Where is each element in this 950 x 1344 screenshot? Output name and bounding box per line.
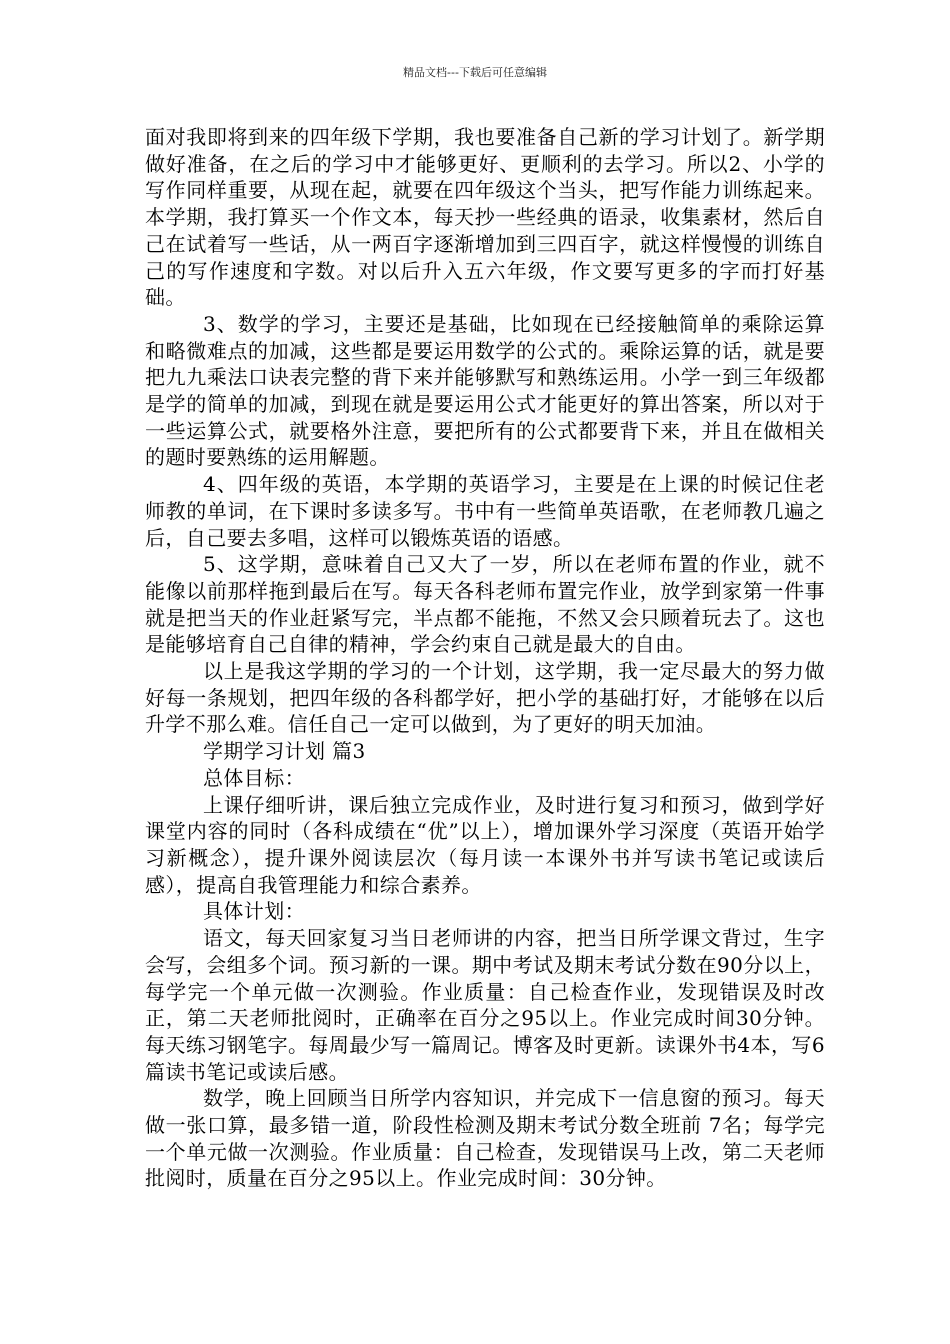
document-body bbox=[145, 124, 825, 1192]
paragraph-writing-plan: 面对我即将到来的四年级下学期，我也要准备自己新的学习计划了。新学期做好准备，在之后的学习中才能够更好、更顺利的去学习。所以2、小学的写作同样重要，从现在起，就要在四年级这个当头，把写作能力训练起来。本学期，我打算买一个作文本，每天抄一些经典的语录，收集素材，然后自己在试着写一些话，从一两百字逐渐增加到三四百字，就这样慢慢的训练自己的写作速度和字数。对以后升入五六年级，作文要写更多的字而打好基础。 bbox=[145, 125, 825, 310]
subheading-overall-goal: 总体目标： bbox=[203, 765, 305, 790]
subheading-specific-plan: 具体计划： bbox=[203, 899, 305, 924]
paragraph-math-detail: 数学，晚上回顾当日所学内容知识，并完成下一信息窗的预习。每天做一张口算，最多错一道，阶段性检测及期末考试分数全班前 7名；每学完一个单元做一次测验。作业质量：自己检查，发现错误马上改，第二天老师批阅时，质量在百分之95以上。作业完成时间：30分钟。 bbox=[145, 1086, 825, 1191]
page-header: 精品文档---下载后可任意编辑 bbox=[403, 66, 547, 79]
section-title: 学期学习计划 篇3 bbox=[203, 739, 366, 764]
paragraph-conclusion: 以上是我这学期的学习的一个计划，这学期，我一定尽最大的努力做好每一条规划，把四年级的各科都学好，把小学的基础打好，才能够在以后升学不那么难。信任自己一定可以做到，为了更好的明天加油。 bbox=[145, 659, 825, 737]
paragraph-math-plan: 3、数学的学习，主要还是基础，比如现在已经接触简单的乘除运算和略微难点的加减，这些都是要运用数学的公式的。乘除运算的话，就是要把九九乘法口诀表完整的背下来并能够默写和熟练运用。小学一到三年级都是学的简单的加减，到现在就是要运用公式才能更好的算出答案，所以对于一些运算公式，就要格外注意，要把所有的公式都要背下来，并且在做相关的题时要熟练的运用解题。 bbox=[145, 311, 825, 470]
paragraph-homework-plan: 5、这学期，意味着自己又大了一岁，所以在老师布置的作业，就不能像以前那样拖到最后在写。每天各科老师布置完作业，放学到家第一件事就是把当天的作业赶紧写完，半点都不能拖，不然又会只顾着玩去了。这也是能够培育自己自律的精神，学会约束自己就是最大的自由。 bbox=[145, 552, 825, 657]
paragraph-overall-goal: 上课仔细听讲，课后独立完成作业，及时进行复习和预习，做到学好课堂内容的同时（各科成绩在“优”以上），增加课外学习深度（英语开始学习新概念），提升课外阅读层次（每月读一本课外书并写读书笔记或读后感），提高自我管理能力和综合素养。 bbox=[145, 792, 825, 897]
paragraph-chinese-plan: 语文，每天回家复习当日老师讲的内容，把当日所学课文背过，生字会写，会组多个词。预习新的一课。期中考试及期末考试分数在90分以上，每学完一个单元做一次测验。作业质量：自己检查作业，发现错误及时改正，第二天老师批阅时，正确率在百分之95以上。作业完成时间30分钟。每天练习钢笔字。每周最少写一篇周记。博客及时更新。读课外书4本，写6篇读书笔记或读后感。 bbox=[145, 926, 825, 1084]
paragraph-english-plan: 4、四年级的英语，本学期的英语学习，主要是在上课的时候记住老师教的单词，在下课时多读多写。书中有一些简单英语歌，在老师教几遍之后，自己要去多唱，这样可以锻炼英语的语感。 bbox=[145, 472, 825, 550]
